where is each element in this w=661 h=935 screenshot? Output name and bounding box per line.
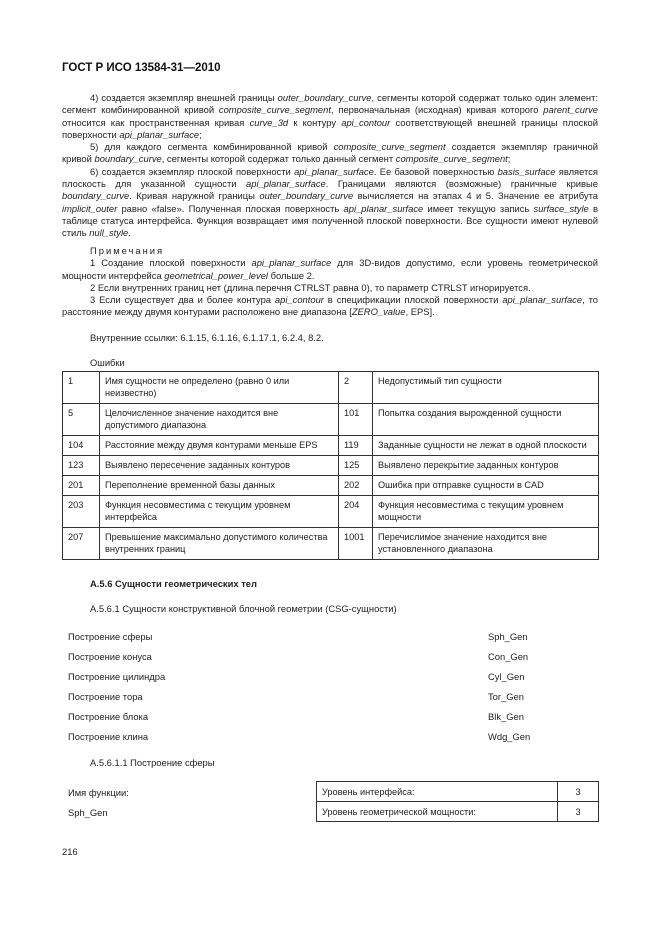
list-item	[68, 671, 538, 691]
text-run: 5) для каждого сегмента комбинированной кривой	[90, 141, 334, 153]
step-6	[62, 166, 598, 240]
identifier-text: composite_curve_segment	[333, 141, 446, 153]
notes-heading: Примечания	[90, 245, 165, 256]
csg-function-code: Cyl_Gen	[488, 671, 525, 682]
table-row	[63, 404, 599, 436]
note-2	[62, 282, 598, 294]
error-description: Функция несовместима с текущим уровнем мощности	[373, 496, 599, 528]
levels-table	[316, 781, 599, 822]
table-row	[63, 372, 599, 404]
identifier-text: api_planar_surface	[343, 202, 424, 214]
internal-refs-block	[62, 332, 598, 344]
identifier-text: ZERO_value	[351, 306, 406, 318]
identifier-text: boundary_curve	[62, 190, 130, 202]
table-row	[317, 782, 599, 802]
csg-function-code: Blk_Gen	[488, 711, 524, 722]
error-code: 1	[63, 372, 100, 404]
text-run: . Ее базовой поверхностью	[373, 165, 498, 177]
step-5	[62, 141, 598, 166]
error-code: 123	[63, 456, 100, 476]
text-run: соответствующей внешней границы плоской поверхности	[62, 116, 598, 140]
csg-description: Построение клина	[68, 731, 149, 742]
identifier-text: outer_boundary_curve	[277, 92, 372, 103]
error-description: Перечислимое значение находится вне установленного диапазона	[373, 528, 599, 560]
error-description: Переполнение временной базы данных	[100, 476, 339, 496]
notes	[62, 245, 598, 319]
csg-list	[68, 631, 538, 751]
note-1	[62, 257, 598, 282]
csg-description: Построение конуса	[68, 651, 152, 662]
error-description: Заданные сущности не лежат в одной плоскости	[373, 436, 599, 456]
text-run: .	[128, 227, 131, 239]
text-run: в таблице статуса интерфейса. Функция возвращает имя полученной плоской поверхности. Все сущности имеют нулевой стиль	[62, 202, 598, 239]
error-code: 5	[63, 404, 100, 436]
list-item	[68, 711, 538, 731]
csg-function-code: Tor_Gen	[488, 691, 524, 702]
text-run: является плоскость для указанной сущности	[62, 165, 598, 190]
error-code: 2	[339, 372, 373, 404]
text-run: ;	[507, 153, 511, 165]
text-run: относится как пространственная кривая	[62, 116, 250, 128]
text-run: в спецификации плоской поверхности	[323, 294, 503, 306]
error-description: Имя сущности не определено (равно 0 или неизвестно)	[100, 372, 339, 404]
error-code: 202	[339, 476, 373, 496]
identifier-text: null_style	[89, 227, 129, 239]
identifier-text: implicit_outer	[62, 202, 118, 214]
csg-description: Построение блока	[68, 711, 149, 722]
function-name: Sph_Gen	[68, 807, 108, 818]
subsection-title: A.5.6.1.1 Построение сферы	[90, 757, 215, 768]
errors-table	[62, 371, 599, 560]
error-code: 204	[339, 496, 373, 528]
text-run: , сегменты которой содержат только один элемент: сегмент комбинированной кривой	[62, 92, 598, 116]
list-item	[68, 731, 538, 751]
table-row	[63, 436, 599, 456]
identifier-text: api_planar_surface	[119, 128, 200, 140]
step-4	[62, 92, 598, 141]
error-description: Выявлено пересечение заданных контуров	[100, 456, 339, 476]
error-description: Расстояние между двумя контурами меньше EPS	[100, 436, 339, 456]
identifier-text: basis_surface	[497, 165, 556, 177]
error-code: 125	[339, 456, 373, 476]
identifier-text: curve_3d	[249, 116, 289, 128]
text-run: 4) создается экземпляр внешней границы	[90, 92, 278, 103]
identifier-text: api_contour	[341, 116, 391, 128]
text-run: имеет текущую запись	[423, 202, 534, 214]
level-value: 3	[558, 782, 599, 802]
identifier-text: api_planar_surface	[246, 178, 326, 190]
document-header: ГОСТ Р ИСО 13584-31—2010	[62, 62, 221, 74]
identifier-text: api_planar_surface	[251, 257, 332, 269]
error-code: 119	[339, 436, 373, 456]
errors-heading: Ошибки	[90, 357, 125, 368]
text-run: . Границами являются (возможные) граничные кривые	[325, 178, 598, 190]
text-run: , то расстояние между двумя контурами расположено вне диапазона [	[62, 294, 598, 318]
identifier-text: api_planar_surface	[502, 294, 583, 306]
text-run: к контуру	[288, 116, 342, 128]
error-code: 203	[63, 496, 100, 528]
errors-heading-block	[62, 357, 598, 369]
identifier-text: composite_curve_segment	[395, 153, 508, 165]
list-item	[68, 691, 538, 711]
list-item	[68, 651, 538, 671]
csg-description: Построение тора	[68, 691, 143, 702]
text-run: больше 2.	[268, 269, 315, 281]
text-run: 3 Если существует два и более контура	[90, 294, 275, 306]
identifier-text: surface_style	[533, 202, 589, 214]
text-run: ;	[199, 128, 202, 140]
list-item	[68, 631, 538, 651]
text-run: , первоначальная (исходная) кривая которого	[330, 104, 544, 116]
text-run: равно «false». Полученная плоская поверхность	[117, 202, 344, 214]
csg-description: Построение цилиндра	[68, 671, 166, 682]
table-row	[63, 476, 599, 496]
text-run: . Кривая наружной границы	[129, 190, 260, 202]
table-row	[63, 456, 599, 476]
identifier-text: boundary_curve	[94, 153, 162, 165]
text-run: , сегменты которой содержат только данный сегмент	[161, 153, 396, 165]
internal-refs: Внутренние ссылки: 6.1.15, 6.1.16, 6.1.17.1, 6.2.4, 8.2.	[90, 332, 324, 343]
identifier-text: outer_boundary_curve	[259, 190, 354, 202]
error-description: Целочисленное значение находится вне допустимого диапазона	[100, 404, 339, 436]
function-label: Имя функции:	[68, 787, 129, 798]
text-run: вычисляется на этапах 4 и 5. Значение ее атрибута	[353, 190, 598, 202]
text-run: 6) создается экземпляр плоской поверхности	[90, 165, 295, 177]
level-label: Уровень интерфейса:	[317, 782, 558, 802]
error-code: 201	[63, 476, 100, 496]
csg-description: Построение сферы	[68, 631, 153, 642]
level-value: 3	[558, 802, 599, 822]
error-description: Ошибка при отправке сущности в CAD	[373, 476, 599, 496]
error-description: Попытка создания вырожденной сущности	[373, 404, 599, 436]
error-description: Превышение максимально допустимого количества внутренних границ	[100, 528, 339, 560]
page-number: 216	[62, 846, 78, 857]
level-label: Уровень геометрической мощности:	[317, 802, 558, 822]
error-code: 1001	[339, 528, 373, 560]
csg-function-code: Sph_Gen	[488, 631, 528, 642]
text-run: 2 Если внутренних границ нет (длина перечня CTRLST равна 0), то параметр CTRLST игнорируется.	[90, 281, 531, 293]
note-3	[62, 294, 598, 319]
error-description: Выявлено перекрытие заданных контуров	[373, 456, 599, 476]
identifier-text: composite_curve_segment	[218, 104, 331, 116]
table-row	[63, 528, 599, 560]
text-run: для 3D-видов допустимо, если уровень геометрической мощности интерфейса	[62, 257, 598, 281]
error-description: Недопустимый тип сущности	[373, 372, 599, 404]
identifier-text: parent_curve	[543, 104, 598, 116]
section-subtitle: A.5.6.1 Сущности конструктивной блочной геометрии (CSG-сущности)	[90, 603, 397, 614]
error-code: 101	[339, 404, 373, 436]
section-title: A.5.6 Сущности геометрических тел	[90, 578, 257, 589]
identifier-text: geometrical_power_level	[164, 269, 268, 281]
identifier-text: api_contour	[274, 294, 324, 306]
text-run: создается экземпляр граничной кривой	[62, 141, 598, 165]
text-run: 1 Создание плоской поверхности	[90, 257, 252, 269]
csg-function-code: Con_Gen	[488, 651, 529, 662]
identifier-text: api_planar_surface	[294, 165, 374, 177]
table-row	[317, 802, 599, 822]
table-row	[63, 496, 599, 528]
text-run: , EPS].	[405, 306, 435, 318]
error-code: 207	[63, 528, 100, 560]
error-code: 104	[63, 436, 100, 456]
procedure-steps	[62, 92, 598, 240]
csg-function-code: Wdg_Gen	[488, 731, 531, 742]
error-description: Функция несовместима с текущим уровнем интерфейса	[100, 496, 339, 528]
